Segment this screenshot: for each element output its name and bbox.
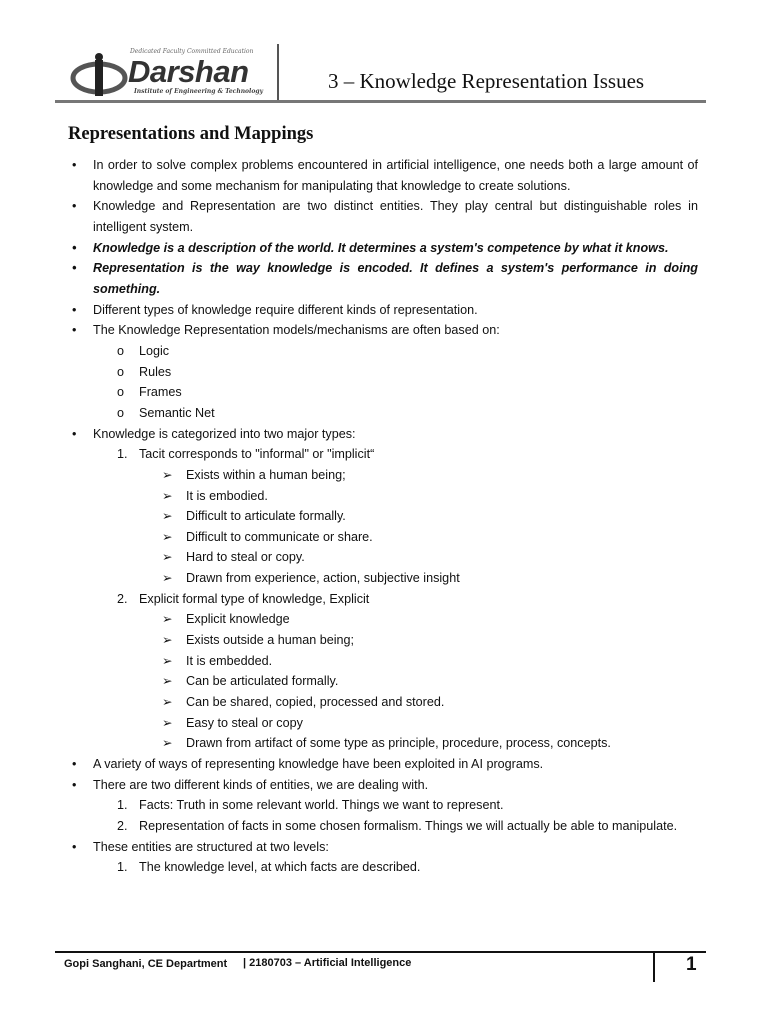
list-number: 2.: [117, 591, 128, 606]
bullet-icon: •: [72, 426, 77, 441]
list-item: [68, 444, 698, 465]
arrow-bullet-icon: ➢: [162, 488, 173, 503]
bullet-icon: •: [72, 323, 77, 338]
list-item-text: Logic: [139, 343, 170, 358]
list-item-text: A variety of ways of representing knowledge have been exploited in AI programs.: [93, 757, 544, 772]
list-number: 1.: [117, 447, 128, 462]
list-item-text: Knowledge and Representation are two distinct entities. They play central but distinguishable roles in intelligent system.: [93, 199, 698, 234]
logo-emblem-icon: [70, 52, 128, 98]
list-item: [68, 424, 698, 445]
list-item-text: Semantic Net: [139, 405, 215, 420]
circle-bullet-icon: o: [117, 405, 125, 420]
list-item: [68, 320, 698, 341]
list-item: [68, 465, 698, 486]
list-item-text: Different types of knowledge require different kinds of representation.: [93, 302, 478, 317]
darshan-logo: [68, 46, 273, 100]
arrow-bullet-icon: ➢: [162, 674, 173, 689]
section-heading: Representations and Mappings: [68, 124, 314, 144]
logo-subtitle: Institute of Engineering & Technology: [134, 88, 264, 95]
list-item-text: Difficult to communicate or share.: [186, 529, 373, 544]
arrow-bullet-icon: ➢: [162, 695, 173, 710]
list-item-text: In order to solve complex problems encountered in artificial intelligence, one needs both a large amount of knowledge and some mechanism for manipulating that knowledge to create solutions.: [93, 158, 698, 193]
list-item: [68, 196, 698, 237]
bullet-icon: •: [72, 158, 77, 172]
list-number: 1.: [117, 860, 128, 875]
list-item-text: Can be shared, copied, processed and stored.: [186, 695, 445, 710]
arrow-bullet-icon: ➢: [162, 529, 173, 544]
list-item-text: Difficult to articulate formally.: [186, 509, 346, 524]
list-item: [68, 857, 698, 878]
list-item: [68, 527, 698, 548]
list-item-text: Can be articulated formally.: [186, 674, 339, 689]
list-item-text: These entities are structured at two levels:: [93, 839, 329, 854]
list-item: [68, 589, 698, 610]
circle-bullet-icon: o: [117, 343, 125, 358]
list-item: [68, 486, 698, 507]
page-number: 1: [686, 954, 697, 975]
list-number: 1.: [117, 798, 128, 813]
list-item: [68, 506, 698, 527]
list-item: [68, 795, 698, 816]
list-item-text: Exists within a human being;: [186, 467, 346, 482]
header-divider: [277, 44, 279, 102]
arrow-bullet-icon: ➢: [162, 509, 173, 524]
list-item-text: Facts: Truth in some relevant world. Things we want to represent.: [139, 798, 504, 813]
list-item-text: It is embedded.: [186, 653, 273, 668]
list-item-text: It is embodied.: [186, 488, 268, 503]
list-item-text: The Knowledge Representation models/mechanisms are often based on:: [93, 323, 500, 338]
list-item: [68, 671, 698, 692]
list-item-text: Tacit corresponds to "informal" or "implicit“: [139, 447, 375, 462]
list-item: [68, 362, 698, 383]
list-item-text: Knowledge is a description of the world. It determines a system's competence by what it knows.: [93, 240, 669, 255]
logo-tagline: Dedicated Faculty Committed Education: [130, 48, 254, 55]
arrow-bullet-icon: ➢: [162, 550, 173, 565]
list-item-text: Easy to steal or copy: [186, 715, 303, 730]
list-item: [68, 155, 698, 196]
bullet-icon: •: [72, 199, 77, 214]
header-rule: [55, 100, 706, 103]
list-item-text: Drawn from experience, action, subjective insight: [186, 571, 460, 586]
bullet-list: [68, 155, 698, 878]
footer-rule: [55, 951, 706, 953]
footer-author: Gopi Sanghani, CE Department: [64, 958, 228, 970]
list-item-text: Explicit knowledge: [186, 612, 290, 627]
bullet-icon: •: [72, 302, 77, 317]
arrow-bullet-icon: ➢: [162, 653, 173, 668]
list-item: [68, 837, 698, 858]
list-item: [68, 382, 698, 403]
arrow-bullet-icon: ➢: [162, 612, 173, 627]
bullet-icon: •: [72, 777, 77, 792]
bullet-icon: •: [72, 757, 77, 772]
list-item-text: The knowledge level, at which facts are described.: [139, 860, 421, 875]
bullet-icon: •: [72, 839, 77, 854]
list-item: [68, 547, 698, 568]
arrow-bullet-icon: ➢: [162, 715, 173, 730]
list-item: [68, 300, 698, 321]
logo-name: Darshan: [128, 54, 249, 89]
footer-course: | 2180703 – Artificial Intelligence: [243, 957, 412, 969]
list-item-text: Drawn from artifact of some type as principle, procedure, process, concepts.: [186, 736, 611, 751]
list-item-text: Rules: [139, 364, 172, 379]
list-item: [68, 341, 698, 362]
list-item: [68, 651, 698, 672]
list-item-text: Representation is the way knowledge is encoded. It defines a system's performance in doing something.: [93, 261, 698, 296]
bullet-icon: •: [72, 261, 77, 276]
list-item: [68, 775, 698, 796]
circle-bullet-icon: o: [117, 364, 125, 379]
list-item-text: Knowledge is categorized into two major types:: [93, 426, 356, 441]
page-title: 3 – Knowledge Representation Issues: [328, 69, 645, 93]
list-number: 2.: [117, 819, 128, 833]
list-item: [68, 258, 698, 299]
list-item: [68, 754, 698, 775]
list-item-text: Explicit formal type of knowledge, Explicit: [139, 591, 370, 606]
list-item: [68, 630, 698, 651]
arrow-bullet-icon: ➢: [162, 736, 173, 751]
list-item-text: Frames: [139, 385, 182, 400]
footer-divider: [653, 952, 655, 982]
list-item: [68, 692, 698, 713]
list-item: [68, 733, 698, 754]
list-item: [68, 403, 698, 424]
arrow-bullet-icon: ➢: [162, 633, 173, 648]
list-item: [68, 816, 698, 837]
list-item-text: Hard to steal or copy.: [186, 550, 305, 565]
list-item: [68, 568, 698, 589]
arrow-bullet-icon: ➢: [162, 571, 173, 586]
list-item: [68, 609, 698, 630]
list-item: [68, 238, 698, 259]
bullet-icon: •: [72, 240, 77, 255]
arrow-bullet-icon: ➢: [162, 467, 173, 482]
list-item-text: There are two different kinds of entities, we are dealing with.: [93, 777, 429, 792]
list-item-text: Representation of facts in some chosen formalism. Things we will actually be able to manipulate.: [139, 819, 678, 833]
list-item: [68, 713, 698, 734]
circle-bullet-icon: o: [117, 385, 125, 400]
list-item-text: Exists outside a human being;: [186, 633, 355, 648]
